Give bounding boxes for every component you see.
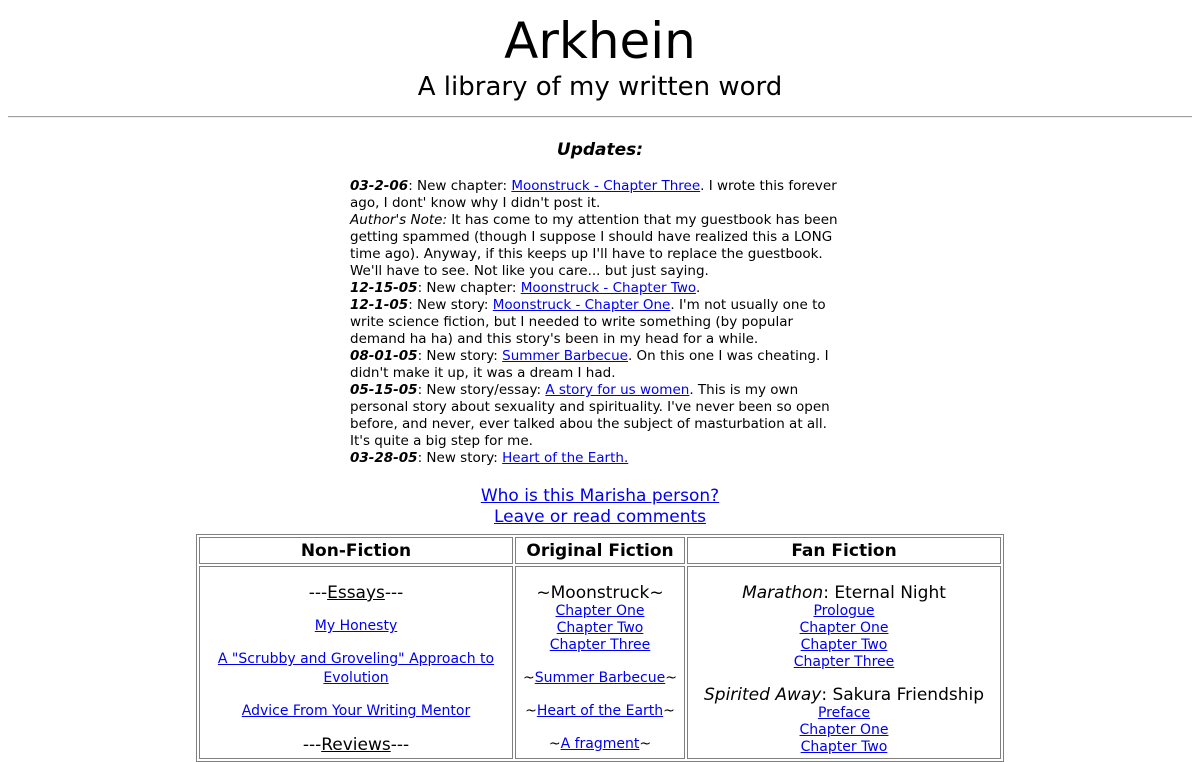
- tilde-decoration: ~: [639, 736, 652, 752]
- spirited-away-title: [689, 685, 999, 705]
- tilde-decoration: ~: [665, 670, 677, 686]
- story-item: [517, 736, 683, 753]
- tilde-decoration: ~: [525, 703, 537, 719]
- update-entry: [350, 212, 838, 279]
- marathon-series-name: Marathon: [742, 583, 824, 603]
- update-link-moonstruck-ch3[interactable]: Moonstruck - Chapter Three: [511, 178, 701, 194]
- update-date: 08-01-05: [350, 348, 418, 364]
- update-link-heart-of-earth[interactable]: Heart of the Earth.: [502, 450, 629, 466]
- summer-barbecue-link[interactable]: Summer Barbecue: [534, 670, 666, 686]
- moonstruck-chapter-one-link[interactable]: Chapter One: [555, 603, 645, 619]
- tilde-decoration: ~: [523, 670, 535, 686]
- story-item: [517, 703, 683, 720]
- author-note-label: Author's Note:: [350, 212, 447, 228]
- dash-decoration: ---: [302, 735, 322, 755]
- spirited-away-series: [689, 685, 999, 756]
- update-date: 03-28-05: [350, 450, 418, 466]
- original-fiction-column: [515, 566, 685, 759]
- spirited-series-name: Spirited Away: [703, 685, 822, 705]
- updates-list: [350, 178, 850, 467]
- dash-decoration: ---: [390, 735, 410, 755]
- catalog-table: [196, 534, 1004, 762]
- update-text: : New story:: [417, 450, 503, 466]
- marathon-chapter-two-link[interactable]: Chapter Two: [800, 637, 888, 653]
- update-entry: [350, 297, 826, 347]
- update-entry: [350, 178, 837, 211]
- fan-fiction-header: Fan Fiction: [687, 537, 1001, 564]
- spirited-chapter-two-link[interactable]: Chapter Two: [800, 739, 888, 755]
- site-subtitle: A library of my written word: [417, 72, 783, 102]
- story-item: [517, 670, 683, 687]
- moonstruck-title: ~Moonstruck~: [536, 583, 664, 603]
- essay-link-writing-mentor[interactable]: Advice From Your Writing Mentor: [241, 703, 471, 719]
- update-text: . On this one I was cheating. I didn't make it up, it was a dream I had.: [350, 348, 829, 381]
- update-date: 12-1-05: [350, 297, 409, 313]
- nonfiction-column: [199, 566, 513, 759]
- update-entry: [350, 382, 830, 449]
- original-fiction-header: Original Fiction: [515, 537, 685, 564]
- essay-link-my-honesty[interactable]: My Honesty: [314, 618, 398, 634]
- moonstruck-chapter-two-link[interactable]: Chapter Two: [556, 620, 644, 636]
- update-text: : New chapter:: [417, 280, 521, 296]
- tilde-decoration: ~: [548, 736, 561, 752]
- fragment-link[interactable]: A fragment: [560, 736, 640, 752]
- dash-decoration: ---: [384, 583, 404, 603]
- update-text: : New story/essay:: [417, 382, 546, 398]
- marathon-prologue-link[interactable]: Prologue: [813, 603, 875, 619]
- update-link-moonstruck-ch1[interactable]: Moonstruck - Chapter One: [492, 297, 671, 313]
- marathon-chapter-three-link[interactable]: Chapter Three: [793, 654, 895, 670]
- center-links: [0, 486, 1200, 528]
- header-divider: [8, 116, 1192, 118]
- update-entry: [350, 280, 700, 296]
- essays-section-heading: [201, 583, 511, 603]
- nonfiction-header: Non-Fiction: [199, 537, 513, 564]
- dash-decoration: ---: [308, 583, 328, 603]
- author-note-text: It has come to my attention that my guestbook has been getting spammed (though I suppose I should have realized this a LONG time ago). Anyway, if this keeps up I'll have to replace the guestbook. We'll have to see. Not like you care... but just saying.: [350, 212, 838, 279]
- about-link[interactable]: Who is this Marisha person?: [480, 486, 720, 506]
- update-text: . This is my own personal story about sexuality and spirituality. I've never been so open before, and never, ever talked abou the subject of masturbation at all. It's quite a big step for me.: [350, 382, 830, 449]
- updates-heading: Updates:: [556, 140, 644, 160]
- heart-of-earth-link[interactable]: Heart of the Earth: [536, 703, 664, 719]
- marathon-title: [689, 583, 999, 603]
- reviews-label: Reviews: [321, 735, 391, 755]
- spirited-preface-link[interactable]: Preface: [817, 705, 871, 721]
- moonstruck-chapter-three-link[interactable]: Chapter Three: [549, 637, 651, 653]
- essays-label: Essays: [327, 583, 385, 603]
- comments-link[interactable]: Leave or read comments: [493, 507, 707, 527]
- update-entry: [350, 348, 829, 381]
- update-text: .: [695, 280, 701, 296]
- tilde-decoration: ~: [663, 703, 675, 719]
- update-date: 03-2-06: [350, 178, 409, 194]
- marathon-subtitle: : Eternal Night: [823, 583, 946, 603]
- update-text: . I wrote this forever ago, I dont' know why I didn't post it.: [350, 178, 837, 211]
- reviews-section-heading: [201, 735, 511, 755]
- essay-link-scrubby-groveling[interactable]: A "Scrubby and Groveling" Approach to Evolution: [217, 651, 495, 686]
- spirited-subtitle: : Sakura Friendship: [821, 685, 985, 705]
- update-date: 12-15-05: [350, 280, 418, 296]
- update-date: 05-15-05: [350, 382, 418, 398]
- update-text: : New story:: [417, 348, 503, 364]
- update-text: : New story:: [408, 297, 493, 313]
- update-link-moonstruck-ch2[interactable]: Moonstruck - Chapter Two: [520, 280, 696, 296]
- marathon-series: [689, 583, 999, 671]
- fan-fiction-column: [687, 566, 1001, 759]
- update-link-story-for-women[interactable]: A story for us women: [545, 382, 690, 398]
- spirited-chapter-one-link[interactable]: Chapter One: [799, 722, 889, 738]
- site-title: Arkhein: [504, 12, 696, 70]
- update-link-summer-barbecue[interactable]: Summer Barbecue: [502, 348, 628, 364]
- update-text: . I'm not usually one to write science fiction, but I needed to write something (by popular demand ha ha) and this story's been in my head for a while.: [350, 297, 826, 347]
- update-entry: [350, 450, 628, 466]
- update-text: : New chapter:: [408, 178, 512, 194]
- marathon-chapter-one-link[interactable]: Chapter One: [799, 620, 889, 636]
